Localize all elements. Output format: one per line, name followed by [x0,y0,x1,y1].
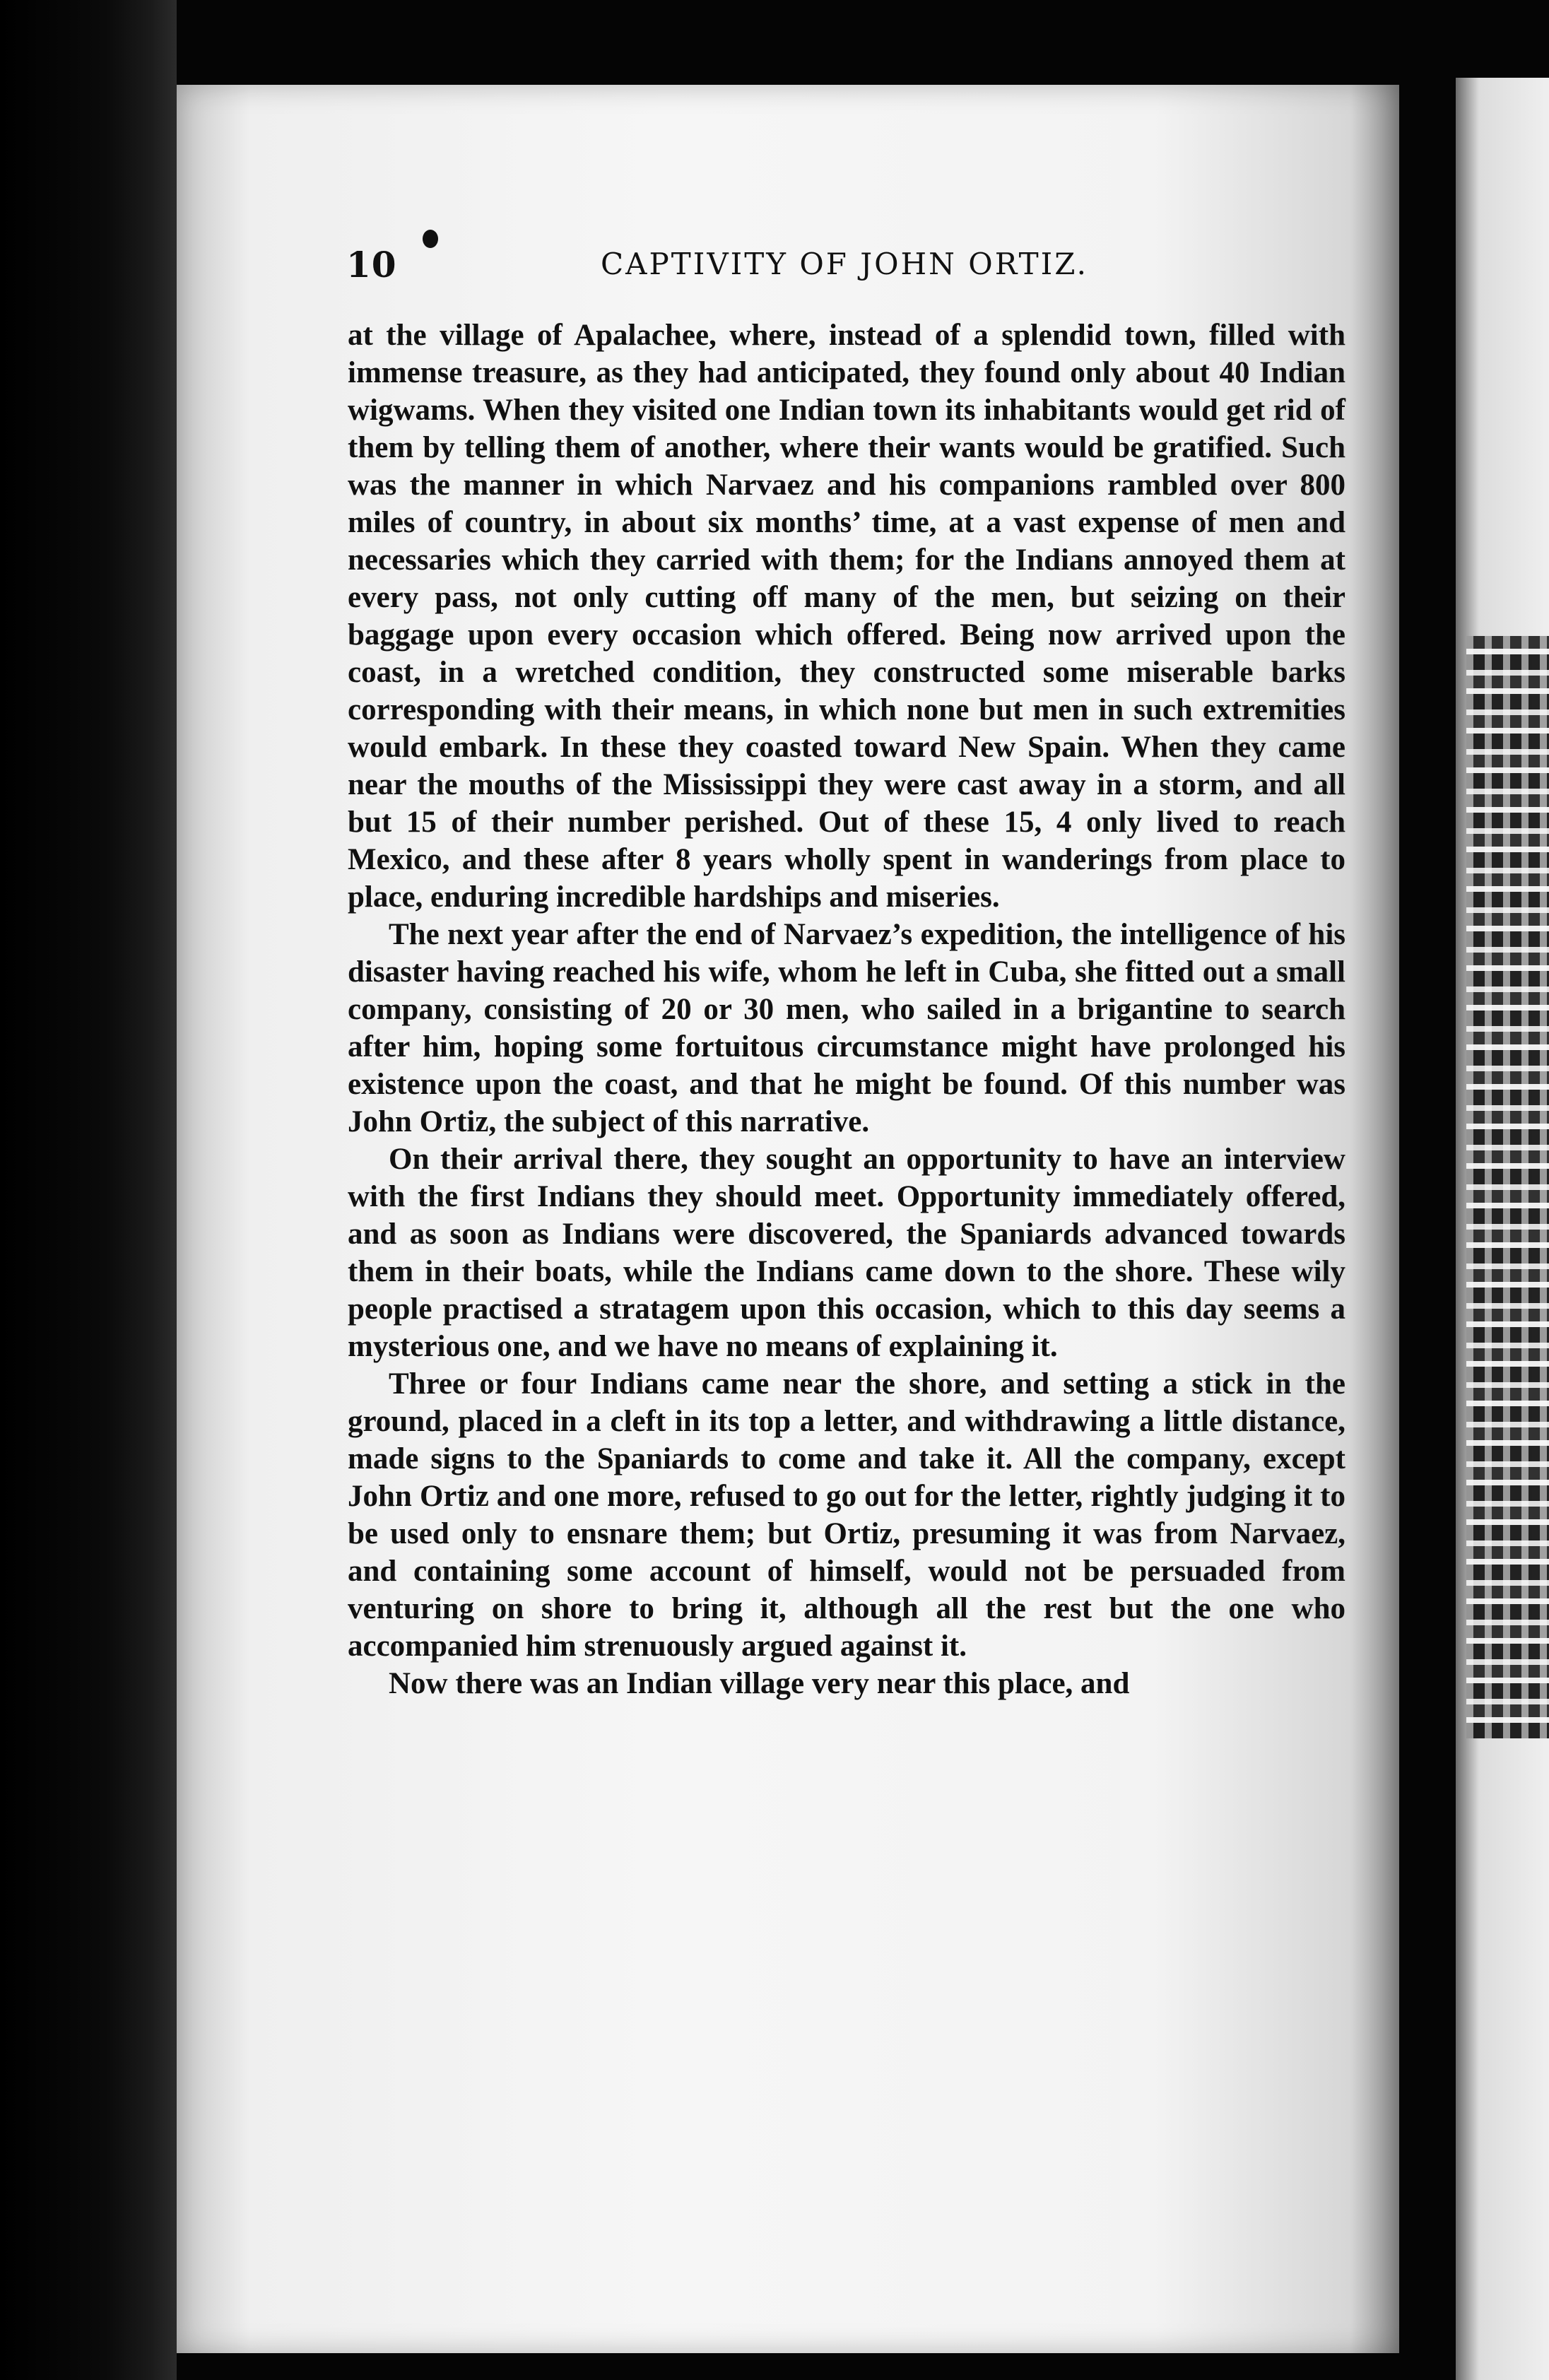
paragraph-1: at the village of Apalachee, where, instead of a splendid town, filled with immense treasure, as they had anticipated, they found only about 40 Indian wigwams. When they visited one Indian town its inhabitants would get rid of them by telling them of another, where their wants would be gratified. Such was the manner in which Narvaez and his companions rambled over 800 miles of country, in about six months’ time, at a vast expense of men and necessaries which they carried with them; for the Indians annoyed them at every pass, not only cutting off many of the men, but seizing on their baggage upon every occasion which offered. Being now arrived upon the coast, in a wretched condition, they constructed some miserable barks corresponding with their means, in which none but men in such extremities would embark. In these they coasted toward New Spain. When they came near the mouths of the Mississippi they were cast away in a storm, and all but 15 of their number perished. Out of these 15, 4 only lived to reach Mexico, and these after 8 years wholly spent in wanderings from place to place, enduring incredible hardships and miseries. [348,319,1345,914]
paragraph-2: The next year after the end of Narvaez’s expedition, the intelligence of his disaster having reached his wife, whom he left in Cuba, she fitted out a small company, consisting of 20 or 30 men, who sailed in a brigantine to search after him, hoping some fortuitous circumstance might have prolonged his existence upon the coast, and that he might be found. Of this number was John Ortiz, the subject of this narrative. [348,918,1345,1138]
running-title: CAPTIVITY OF JOHN ORTIZ. [601,247,1088,281]
page-number: 10 [346,244,397,285]
paragraph-4: Three or four Indians came near the shore, and setting a stick in the ground, placed in a cleft in its top a letter, and withdrawing a little distance, made signs to the Spaniards to come and take it. All the company, except John Ortiz and one more, refused to go out for the letter, rightly judging it to be used only to ensnare them; but Ortiz, presuming it was from Narvaez, and containing some account of himself, would not be persuaded from venturing on shore to bring it, although all the rest but the one who accompanied him strenuously argued against it. [348,1367,1345,1663]
paragraph-5: Now there was an Indian village very near this place, and [389,1667,1130,1700]
ornamental-border [1466,636,1549,1738]
ink-dot [423,230,438,248]
body-text [348,317,1345,1702]
binding-shadow [0,0,177,2380]
page-header [346,244,1350,293]
paragraph-3: On their arrival there, they sought an opportunity to have an interview with the first Indians they should meet. Opportunity immediately offered, and as soon as Indians were discovered, the Spaniards advanced towards them in their boats, while the Indians came down to the shore. These wily people practised a stratagem upon this occasion, which to this day seems a mysterious one, and we have no means of explaining it. [348,1143,1345,1363]
